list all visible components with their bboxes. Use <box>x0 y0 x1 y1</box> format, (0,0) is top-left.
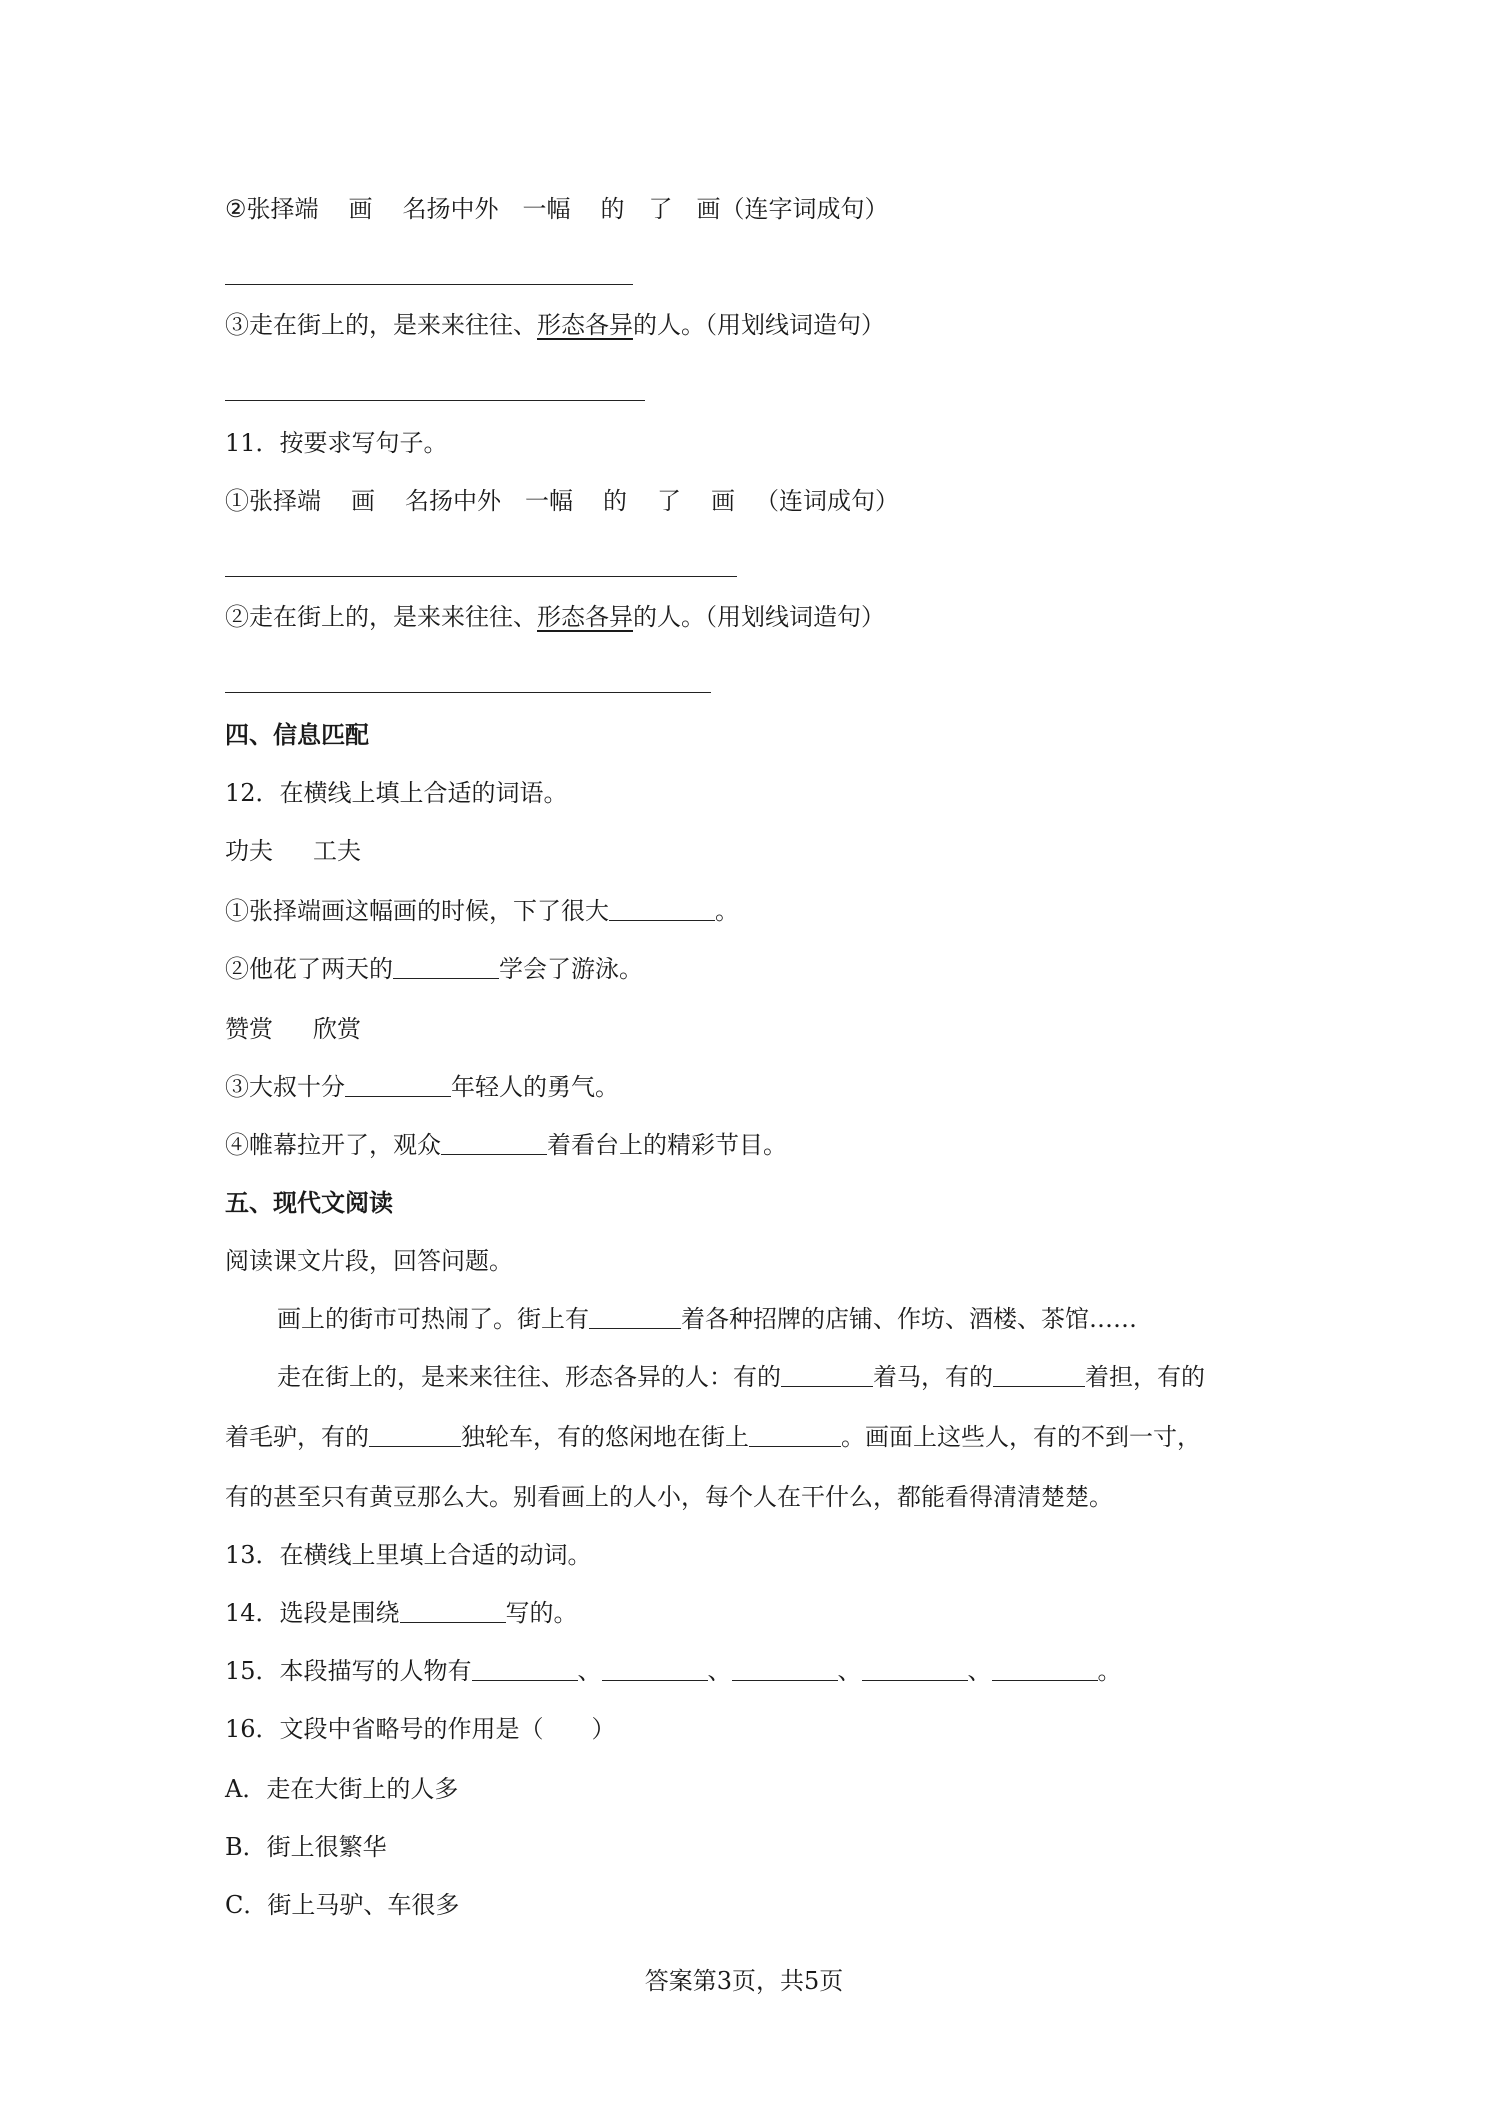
word: 的 <box>603 487 627 515</box>
word: 了 <box>648 195 673 223</box>
fill-blank[interactable] <box>602 1658 708 1681</box>
sentence-text: ④帷幕拉开了，观众 <box>225 1131 441 1159</box>
q11-item2 <box>225 600 885 634</box>
option-a[interactable]: A．走在大街上的人多 <box>225 1775 459 1803</box>
word: 画 <box>711 487 735 515</box>
passage-text: 。画面上这些人，有的不到一寸， <box>841 1423 1201 1451</box>
fill-blank[interactable] <box>732 1658 838 1681</box>
page-footer: 答案第3页，共5页 <box>644 1967 844 1995</box>
separator: 、 <box>577 1657 602 1685</box>
fill-blank[interactable] <box>609 898 715 921</box>
answer-line[interactable] <box>225 284 633 285</box>
fill-blank[interactable] <box>369 1424 461 1447</box>
passage-text: 画上的街市可热闹了。街上有 <box>277 1305 589 1333</box>
q12-s4 <box>225 1128 787 1162</box>
word: 名扬中外 <box>405 487 501 515</box>
word: 张择端 <box>249 487 321 515</box>
word-option: 功夫 <box>225 837 273 865</box>
fill-blank[interactable] <box>345 1074 451 1097</box>
fill-blank[interactable] <box>589 1306 681 1329</box>
passage-text: 着各种招牌的店铺、作坊、酒楼、茶馆…… <box>681 1305 1137 1333</box>
sentence-text: 走在街上的，是来来往往、 <box>249 603 537 631</box>
passage-text: 着担，有的 <box>1085 1363 1205 1391</box>
q14 <box>225 1596 578 1630</box>
fill-blank[interactable] <box>393 956 499 979</box>
sentence-text: 。 <box>715 897 739 925</box>
sentence-text: ②他花了两天的 <box>225 955 393 983</box>
section4-heading: 四、信息匹配 <box>225 720 369 749</box>
word: 张择端 <box>246 195 319 223</box>
q10-item2-num: ② <box>225 195 247 223</box>
underlined-word: 形态各异 <box>537 603 633 631</box>
fill-blank[interactable] <box>472 1658 578 1681</box>
answer-line[interactable] <box>225 576 737 577</box>
q16: 16．文段中省略号的作用是（ ） <box>225 1715 616 1743</box>
sentence-text: 着看台上的精彩节目。 <box>547 1131 787 1159</box>
passage-line-1 <box>277 1302 1137 1336</box>
word-option: 工夫 <box>313 837 361 865</box>
word: 一幅 <box>522 195 571 223</box>
passage-text: 着毛驴，有的 <box>225 1423 369 1451</box>
fill-blank[interactable] <box>749 1424 841 1447</box>
word-pair-2 <box>225 1012 361 1046</box>
q10-item3 <box>225 308 885 342</box>
q12-s1 <box>225 894 739 928</box>
word: 了 <box>657 487 681 515</box>
q13: 13．在横线上里填上合适的动词。 <box>225 1541 592 1569</box>
separator: 、 <box>967 1657 992 1685</box>
q11-item1-num: ① <box>225 487 249 515</box>
underlined-word: 形态各异 <box>537 311 633 339</box>
word: 名扬中外 <box>402 195 499 223</box>
q12-s3 <box>225 1070 619 1104</box>
passage-text: 独轮车，有的悠闲地在街上 <box>461 1423 749 1451</box>
fill-blank[interactable] <box>993 1364 1085 1387</box>
q12-s2 <box>225 952 643 986</box>
separator: 、 <box>707 1657 732 1685</box>
sentence-text: ①张择端画这幅画的时候，下了很大 <box>225 897 609 925</box>
q11-item1 <box>225 484 899 518</box>
answer-line[interactable] <box>225 692 711 693</box>
q11-item2-num: ② <box>225 603 249 631</box>
question-text: 写的。 <box>505 1599 578 1627</box>
word-option: 赞赏 <box>225 1015 273 1043</box>
fill-blank[interactable] <box>400 1600 506 1623</box>
passage-line-4: 有的甚至只有黄豆那么大。别看画上的人小，每个人在干什么，都能看得清清楚楚。 <box>225 1483 1113 1511</box>
fill-blank[interactable] <box>862 1658 968 1681</box>
section5-intro: 阅读课文片段，回答问题。 <box>225 1247 513 1275</box>
word-pair-1 <box>225 834 361 868</box>
sentence-text: 走在街上的，是来来往往、 <box>249 311 537 339</box>
sentence-text: ③大叔十分 <box>225 1073 345 1101</box>
passage-text: 走在街上的，是来来往往、形态各异的人：有的 <box>277 1363 781 1391</box>
sentence-text: 的人。（用划线词造句） <box>633 311 885 339</box>
sentence-text: 年轻人的勇气。 <box>451 1073 619 1101</box>
question-text: 15．本段描写的人物有 <box>225 1657 472 1685</box>
word-option: 欣赏 <box>313 1015 361 1043</box>
instruction: （连词成句） <box>755 487 899 515</box>
option-b[interactable]: B．街上很繁华 <box>225 1833 387 1861</box>
passage-text: 着马，有的 <box>873 1363 993 1391</box>
q10-item2 <box>225 192 889 226</box>
word: 画 <box>348 195 373 223</box>
section5-heading: 五、现代文阅读 <box>225 1188 393 1217</box>
word: 的 <box>600 195 625 223</box>
q10-item3-num: ③ <box>225 311 249 339</box>
option-c[interactable]: C．街上马驴、车很多 <box>225 1891 460 1919</box>
question-text: 14．选段是围绕 <box>225 1599 400 1627</box>
passage-line-2 <box>277 1360 1205 1394</box>
separator: 、 <box>837 1657 862 1685</box>
passage-line-3 <box>225 1420 1201 1454</box>
fill-blank[interactable] <box>441 1132 547 1155</box>
answer-line[interactable] <box>225 400 645 401</box>
sentence-text: 的人。（用划线词造句） <box>633 603 885 631</box>
fill-blank[interactable] <box>992 1658 1098 1681</box>
sentence-text: 学会了游泳。 <box>499 955 643 983</box>
fill-blank[interactable] <box>781 1364 873 1387</box>
word: 一幅 <box>525 487 573 515</box>
instruction: （连字词成句） <box>720 195 889 223</box>
q12-title: 12．在横线上填上合适的词语。 <box>225 779 568 807</box>
q15 <box>225 1654 1122 1688</box>
q11-title: 11．按要求写句子。 <box>225 429 448 457</box>
word: 画 <box>351 487 375 515</box>
separator: 。 <box>1097 1657 1122 1685</box>
word: 画 <box>696 195 721 223</box>
